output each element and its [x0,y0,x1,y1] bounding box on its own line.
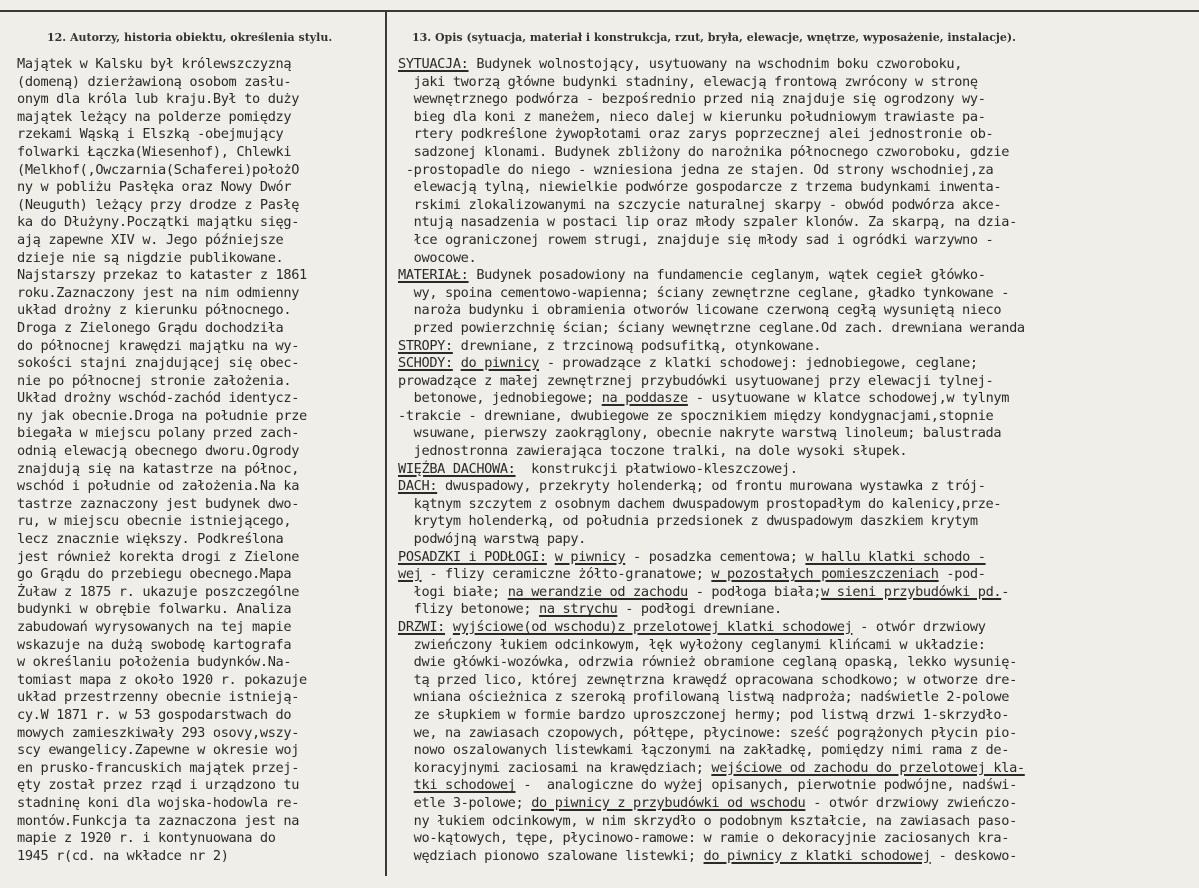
text-segment: - deskowo- [930,847,1017,864]
text-segment: rtery podkreślone żywopłotami oraz zarys poprzecznej alei jednostronie ob- [398,126,994,143]
text-segment [453,355,461,371]
history-line: Droga z Zielonego Grądu dochodziła [17,319,284,336]
description-line [398,689,1199,707]
underlined-phrase: SCHODY: [398,355,453,372]
description-line [398,443,1199,461]
history-line: Majątek w Kalsku był królewszczyzną [17,56,292,72]
history-line: Układ drożny wschód-zachód identycz- [17,390,300,407]
text-segment: dwuspadowy, przekryty holenderką; od frontu murowana wystawka z trój- [437,478,986,495]
text-segment: łce ograniczonej rowem strugi, znajduje się młody sad i ogródki warzywno - [398,231,994,248]
history-line: cy.W 1871 r. w 53 gospodarstwach do [17,706,292,723]
text-segment: jednostronna zawierająca toczone tralki, na dole wysoki słupek. [398,443,908,460]
text-segment: Budynek wolnostojący, usytuowany na wschodnim boku czworoboku, [468,56,963,72]
history-line: go Grądu do przebiegu obecnego.Mapa [17,566,292,583]
history-line: ru, w miejscu obecnie istniejącego, [17,513,292,530]
description-line [398,566,1199,584]
description-line [398,531,1199,549]
text-segment: naroża budynku i obramienia otworów licowane czerwoną cegłą wysuniętą nieco [398,302,1002,319]
underlined-phrase: w hallu klatki schodo - [805,548,986,565]
history-line: folwarki Łączka(Wiesenhof), Chlewki [17,143,292,160]
description-line [398,320,1199,338]
text-segment: koracyjnymi zaciosami na krawędziach; [398,759,712,776]
history-line: do północnej krawędzi majątku na wy- [17,337,300,354]
description-line [398,197,1199,215]
underlined-phrase: DACH: [398,478,438,495]
underlined-phrase: POSADZKI i PODŁOGI: [398,548,547,565]
description-line [398,848,1199,866]
text-segment: -trakcie - drewniane, dwubiegowe ze spocznikiem między kondygnacjami,stopnie [398,407,994,424]
description-line [398,619,1199,637]
text-segment: - prowadzące z klatki schodowej: jednobiegowe, ceglane; [539,355,978,372]
text-segment: dwie główki-wozówka, odrzwia również obramione ceglaną opaską, lekko wysunię- [398,654,1017,671]
description-text-column [398,56,1199,865]
description-line [398,250,1199,268]
description-line [398,795,1199,813]
text-segment: - flizy ceramiczne żółto-granatowe; [421,566,712,583]
history-line: w określaniu położenia budynków.Na- [17,654,292,671]
history-line: dzieje nie są nigdzie publikowane. [17,249,284,266]
text-segment: - posadzka cementowa; [625,548,806,565]
history-line: (Neuguth) leżący przy drodze z Pasłę [17,196,300,213]
underlined-phrase: SYTUACJA: [398,56,469,72]
text-segment: betonowe, jednobiegowe; [398,390,602,407]
history-line: (Melkhof(,Owczarnia(Schaferei)położO [17,161,300,178]
description-line [398,725,1199,743]
text-segment: - otwór drzwiowy [852,619,986,635]
underlined-phrase: WIĘŹBA DACHOWA: [398,460,516,477]
history-line: zabudowań wyrysowanych na tej mapie [17,619,292,635]
history-line: ka do Dłużyny.Początki majątku sięg- [17,214,300,231]
underlined-phrase: MATERIAŁ: [398,267,469,284]
text-segment: - otwór drzwiowy zwieńczo- [805,794,1017,811]
underlined-phrase: wyjściowe(od wschodu)z przelotowej klatki schodowej [452,619,853,635]
history-line: lecz znacznie większy. Podkreślona [17,531,284,548]
description-line [398,232,1199,250]
description-line [398,56,1199,74]
description-line [398,742,1199,760]
text-segment: - usytuowane w klatce schodowej,w tylnym [687,390,1010,407]
description-line [398,302,1199,320]
description-line [398,549,1199,567]
description-line [398,338,1199,356]
text-segment: elewacją tylną, niewielkie podwórze gospodarcze z trzema budynkami inwenta- [398,179,1002,196]
description-line [398,425,1199,443]
text-segment: tą przed lico, której zewnętrzna krawędź opracowana schodkowo; w otworze dre- [398,671,1017,688]
description-line [398,109,1199,127]
history-line: układ przestrzenny obecnie istnieją- [17,689,300,706]
description-line [398,126,1199,144]
history-line: mapie z 1920 r. i kontynuowana do [17,830,276,847]
text-segment: łogi białe; [398,583,508,600]
history-line: jest również korekta drogi z Zielone [17,548,300,565]
history-line: sokości stajni znajdującej się obec- [17,355,300,372]
description-line [398,777,1199,795]
underlined-phrase: do piwnicy z klatki schodowej [703,847,931,864]
text-segment: wsuwane, pierwszy zaokrąglony, obecnie nakryte warstwą linoleum; balustrada [398,425,1002,442]
description-line [398,144,1199,162]
history-line: ny jak obecnie.Droga na południe prze [17,407,307,424]
history-line: wschód i południe od założenia.Na ka [17,478,300,495]
text-segment: zwieńczony łukiem odcinkowym, łęk wyłożony ceglanymi klińcami w układzie: [398,636,986,653]
underlined-phrase: do piwnicy z przybudówki od wschodu [531,794,806,811]
text-segment: - podłogi drewniane. [617,601,782,618]
history-line: Najstarszy przekaz to kataster z 1861 [17,267,307,284]
description-line [398,373,1199,391]
history-line: tastrze zaznaczony jest budynek dwo- [17,495,300,512]
text-segment: podwójną warstwą papy. [398,531,587,548]
history-line: scy ewangelicy.Zapewne w okresie woj [17,742,300,759]
history-line: ęty został przez rząd i urządzono tu [17,777,300,794]
history-line: Żuław z 1875 r. ukazuje poszczególne [17,583,300,600]
text-segment: ntują nasadzenia w postaci lip oraz młody szpaler klonów. Za skarpą, na dzia- [398,214,1017,231]
description-line [398,707,1199,725]
text-segment: drewniane, z trzcinową podsufitką, otynkowane. [452,337,822,354]
text-segment: -prostopadle do niego - wzniesiona jedna ze stajen. Od strony wschodniej,za [398,161,994,178]
text-segment: ze słupkiem w formie bardzo uproszczonej hermy; pod listwą drzwi 1-skrzydło- [398,706,1010,723]
history-text-column [17,56,385,865]
history-line: rzekami Wąską i Elszką -obejmujący [17,126,284,143]
description-line [398,162,1199,180]
text-segment: etle 3-polowe; [398,794,532,811]
text-segment: - analogiczne do wyżej opisanych, pierwotnie podwójne, nadświ- [515,777,1017,794]
history-line: en prusko-francuskich majątek przej- [17,759,300,776]
history-line: wskazuje na dużą swobodę kartografa [17,636,292,653]
text-segment: -pod- [938,566,986,583]
description-line [398,478,1199,496]
text-segment: we, na zawiasach czopowych, półtępe, płycinowe: sześć pogrążonych płycin pio- [398,724,1017,741]
text-segment: kątnym szczytem z osobnym dachem dwuspadowym prostopadłym do kalenicy,prze- [398,495,1002,512]
description-line [398,461,1199,479]
description-line [398,91,1199,109]
description-line [398,285,1199,303]
underlined-phrase: na poddasze [601,390,688,407]
history-line: nie po północnej stronie założenia. [17,372,292,389]
text-segment: wewnętrznego podwórza - bezpośrednio przed nią znajduje się ogrodzony wy- [398,91,986,108]
description-line [398,513,1199,531]
description-line [398,179,1199,197]
history-line: odnią elewacją obecnego dworu.Ogrody [17,443,300,460]
top-border-line [0,10,1199,12]
text-segment: Budynek posadowiony na fundamencie ceglanym, wątek cegieł główko- [468,267,986,284]
description-line [398,74,1199,92]
description-line [398,584,1199,602]
history-line: układ drożny z kierunku północnego. [17,302,292,319]
history-line: montów.Funkcja ta zaznaczona jest na [17,812,300,829]
history-line: 1945 r(cd. na wkładce nr 2) [17,847,229,864]
text-segment: wo-kątowych, tępe, płycinowo-ramowe: w ramie o dekoracyjnie zaciosanych kra- [398,830,1010,847]
underlined-phrase: wejściowe od zachodu do przelotowej kla- [711,759,1025,776]
underlined-phrase: tki schodowej [413,777,516,794]
description-line [398,214,1199,232]
text-segment: rskimi zlokalizowanymi na szczycie naturalnej skarpy - obwód podwórza akce- [398,196,1002,213]
description-line [398,355,1199,373]
underlined-phrase: na werandzie od zachodu [507,583,688,600]
description-line [398,637,1199,655]
underlined-phrase: w pozostałych pomieszczeniach [711,566,939,583]
underlined-phrase: DRZWI: [398,619,446,635]
text-segment: krytym holenderką, od południa przedsionek z dwuspadowym daszkiem krytym [398,513,978,530]
history-line: znajdują się na katastrze na północ, [17,460,300,477]
text-segment: - podłoga biała; [687,583,822,600]
underlined-phrase: w piwnicy [554,548,626,565]
text-segment [398,777,414,793]
underlined-phrase: wej [398,566,422,583]
text-segment [445,619,453,635]
history-line: ny w pobliżu Pasłęka oraz Nowy Dwór [17,179,292,196]
history-line: biegała w miejscu polany przed zach- [17,425,300,442]
text-segment: owocowe. [398,249,477,266]
description-line [398,390,1199,408]
text-segment: wędziach pionowo szalowane listewki; [398,847,704,864]
history-line: (domeną) dzierżawioną osobom zasłu- [17,73,292,90]
section-12-header: 12. Autorzy, historia obiektu, określenia stylu. [47,31,333,44]
history-line: onym dla króla lub kraju.Był to duży [17,91,300,108]
underlined-phrase: STROPY: [398,337,453,354]
column-divider [385,10,387,876]
history-line: mowych zamieszkiwały 293 osovy,wszy- [17,724,300,741]
description-line [398,672,1199,690]
text-segment: wy, spoina cementowo-wapienna; ściany zewnętrzne ceglane, gładko tynkowane - [398,284,1010,301]
history-line: budynki w obrębie folwarku. Analiza [17,601,292,618]
underlined-phrase: na strychu [539,601,618,618]
description-line [398,760,1199,778]
description-line [398,267,1199,285]
description-line [398,601,1199,619]
text-segment: przed powierzchnię ścian; ściany wewnętrzne ceglane.Od zach. drewniana weranda [398,319,1025,336]
underlined-phrase: do piwnicy [460,355,540,372]
section-13-header: 13. Opis (sytuacja, materiał i konstrukcja, rzut, bryła, elewacje, wnętrze, wyposażenie, instalacje). [412,31,1016,44]
text-segment [547,549,555,565]
description-line [398,830,1199,848]
text-segment: ny łukiem odcinkowym, w nim skrzydło o podobnym kształcie, na zawiasach paso- [398,812,1017,829]
history-line: tomiast mapa z około 1920 r. pokazuje [17,671,307,688]
history-line: majątek leżący na polderze pomiędzy [17,108,292,125]
text-segment: jaki tworzą główne budynki stadniny, elewacją frontową zwrócony w stronę [398,73,978,90]
history-line: stadninę koni dla wojska-hodowla re- [17,794,300,811]
text-segment: nowo oszalowanych listewkami łączonymi na zakładkę, pomiędzy nimi rama z de- [398,742,1010,759]
history-line: ają zapewne XIV w. Jego późniejsze [17,231,284,248]
description-line [398,654,1199,672]
text-segment: bieg dla koni z maneżem, nieco dalej w kierunku południowym trawiaste pa- [398,108,986,125]
text-segment: wniana ościeżnica z szeroką profilowaną listwą nadproża; nadświetle 2-polowe [398,689,1010,706]
description-line [398,813,1199,831]
history-line: roku.Zaznaczony jest na nim odmienny [17,284,300,301]
underlined-phrase: w sieni przybudówki pd. [821,583,1002,600]
text-segment: konstrukcji płatwiowo-kleszczowej. [515,460,798,477]
description-line [398,496,1199,514]
text-segment: sadzonej klonami. Budynek zbliżony do narożnika północnego czworoboku, gdzie [398,143,1010,160]
text-segment: prowadzące z małej zewnętrznej przybudówki usytuowanej przy elewacji tylnej- [398,372,994,389]
text-segment: flizy betonowe; [398,601,540,618]
text-segment: - [1001,583,1010,600]
description-line [398,408,1199,426]
